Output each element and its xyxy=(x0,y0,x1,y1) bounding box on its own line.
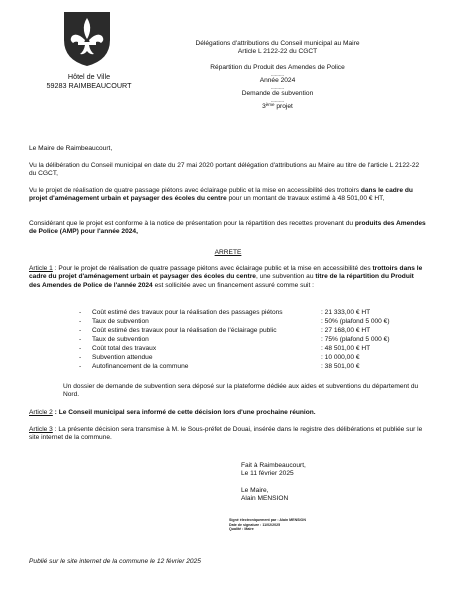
town-crest-logo xyxy=(62,10,112,68)
signature-signer: Signé électroniquement par : Alain MENSION xyxy=(229,518,306,522)
header-separator: ---------- xyxy=(270,98,285,104)
article-3: Article 3 : La présente décision sera transmise à M. le Sous-préfet de Douai, insérée dans le registre des délibérations et publiée sur le site internet de la commune. xyxy=(29,426,423,442)
financing-list: - Coût estimé des travaux pour la réalisation des passages piétons : 21 333,00 € HT - Taux de subvention : 50% (plafond 5 000 €) - Coût estimé des travaux pour la réalisation de l'éclairage public : 27 168,00 € HT - Taux de subvention : 75% (plafond 5 000 €) - Coût total des travaux : 48 501,00 € HT - Subvention attendue : 10 000,00 € - Autofinancement de la commune : 38 501,00 € xyxy=(79,309,390,370)
mayor-role: Le Maire, xyxy=(241,486,269,494)
intro-line: Le Maire de Raimbeaucourt, xyxy=(29,145,113,152)
vu-paragraph-1: Vu la délibération du Conseil municipal en date du 27 mai 2020 portant délégation d'attributions au Maire au titre de l'article L 2122-22 du CGCT, xyxy=(29,162,420,178)
electronic-signature-stamp xyxy=(229,518,399,532)
signature-quality: Qualité : Maire xyxy=(229,527,254,532)
header-demande: Demande de subvention xyxy=(241,90,314,98)
vu-paragraph-2: Vu le projet de réalisation de quatre passage piétons avec éclairage public et la mise en accessibilité des trottoirs dans le cadre du projet d'aménagement urbain et paysager des écoles du centre pour un montant de travaux estimé à 48 501,00 € HT, xyxy=(29,187,413,203)
postal-city-label: 59283 RAIMBEAUCOURT xyxy=(46,81,132,90)
header-year: Année 2024 xyxy=(259,76,296,84)
signature-date: Date de signature : 11/02/2025 xyxy=(229,522,281,527)
arrete-heading: ARRETE xyxy=(214,249,242,256)
header-block xyxy=(165,40,390,112)
dossier-paragraph: Un dossier de demande de subvention sera déposé sur la plateforme dédiée aux aides et subventions du département du Nord. xyxy=(63,383,419,399)
header-separator: ---------- xyxy=(270,71,285,77)
header-title-line1: Délégations d'attributions du Conseil municipal au Maire xyxy=(195,40,360,47)
considerant-paragraph: Considérant que le projet est conforme à la notice de présentation pour la répartition des recettes provenant du produits des Amendes de Police (AMP) pour l'année 2024, xyxy=(29,220,426,236)
article-1: Article 1 : Pour le projet de réalisation de quatre passage piétons avec éclairage public et la mise en accessibilité des trottoirs dans le cadre du projet d'aménagement urbain et paysager des écoles du centre, une subvention au titre de la répartition du Produit des Amendes de Police de l'année 2024 est sollicitée avec un financement assuré comme suit : xyxy=(29,265,423,289)
header-projet: 3ème projet xyxy=(262,102,293,111)
header-title-line2: Article L 2122-22 du CGCT xyxy=(237,48,318,56)
fleur-de-lis-shield-icon xyxy=(62,10,112,68)
header-separator: ---------- xyxy=(270,85,285,91)
town-hall-label: Hôtel de Ville xyxy=(67,72,111,81)
mayor-name: Alain MENSION xyxy=(241,494,289,502)
fait-line: Fait à Raimbeaucourt, xyxy=(241,462,306,469)
header-repartition: Répartition du Produit des Amendes de Police xyxy=(210,63,345,71)
article-2: Article 2 : Le Conseil municipal sera informé de cette décision lors d'une prochaine réunion. xyxy=(29,409,316,416)
publication-note: Publié sur le site internet de la commune le 12 février 2025 xyxy=(29,558,201,565)
date-line: Le 11 février 2025 xyxy=(241,470,294,478)
signature-block xyxy=(241,462,421,503)
